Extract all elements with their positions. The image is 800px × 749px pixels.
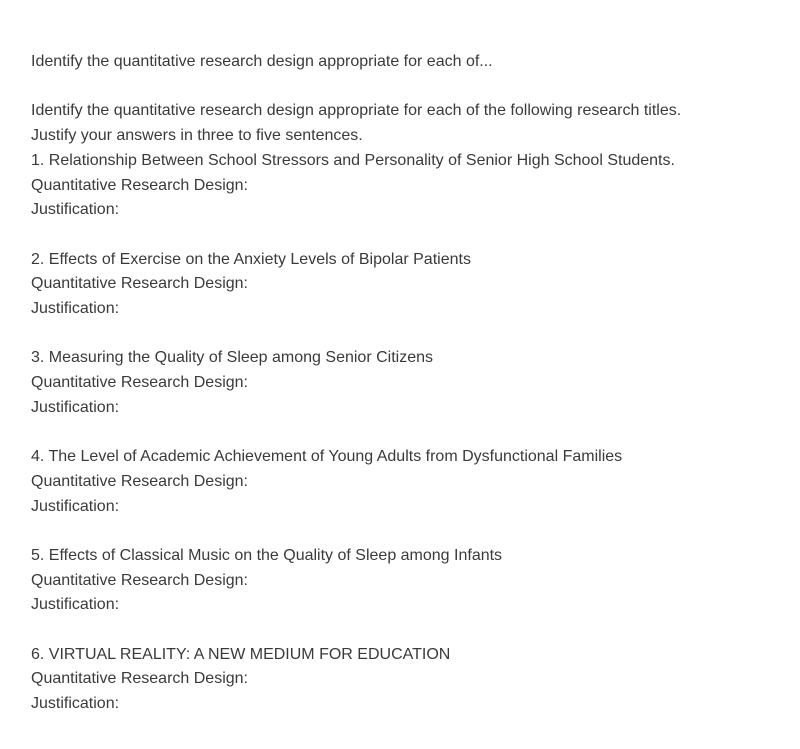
item-6-title: 6. VIRTUAL REALITY: A NEW MEDIUM FOR EDUCATION [31, 645, 451, 663]
item-3-justification-label: Justification: [31, 398, 120, 416]
spacer [31, 75, 771, 100]
item-4-justification-label: Justification: [31, 497, 120, 515]
spacer [31, 421, 771, 446]
item-6-design-label: Quantitative Research Design: [31, 670, 248, 688]
item-4-title: 4. The Level of Academic Achievement of Young Adults from Dysfunctional Families [31, 448, 623, 466]
item-6-justification-label: Justification: [31, 695, 120, 713]
item-3-design-label: Quantitative Research Design: [31, 374, 248, 392]
spacer [31, 322, 771, 347]
item-1-justification-label: Justification: [31, 201, 120, 219]
item-1-title: 1. Relationship Between School Stressors and Personality of Senior High School Students. [31, 151, 675, 169]
item-2-title: 2. Effects of Exercise on the Anxiety Levels of Bipolar Patients [31, 250, 471, 268]
item-1-design-label: Quantitative Research Design: [31, 176, 248, 194]
item-2-justification-label: Justification: [31, 300, 120, 317]
instructions-line-1: Identify the quantitative research design appropriate for each of the following research titles. [31, 102, 682, 120]
spacer [31, 618, 771, 643]
item-3-title: 3. Measuring the Quality of Sleep among Senior Citizens [31, 349, 433, 367]
item-5-title: 5. Effects of Classical Music on the Quality of Sleep among Infants [31, 546, 503, 564]
spacer [31, 223, 771, 248]
item-5-justification-label: Justification: [31, 596, 120, 614]
instructions-line-2: Justify your answers in three to five sentences. [31, 127, 363, 145]
spacer [31, 519, 771, 544]
question-title: Identify the quantitative research design appropriate for each of... [31, 53, 493, 70]
item-2-design-label: Quantitative Research Design: [31, 275, 248, 293]
question-document [31, 50, 771, 717]
item-5-design-label: Quantitative Research Design: [31, 571, 248, 589]
item-4-design-label: Quantitative Research Design: [31, 472, 248, 490]
